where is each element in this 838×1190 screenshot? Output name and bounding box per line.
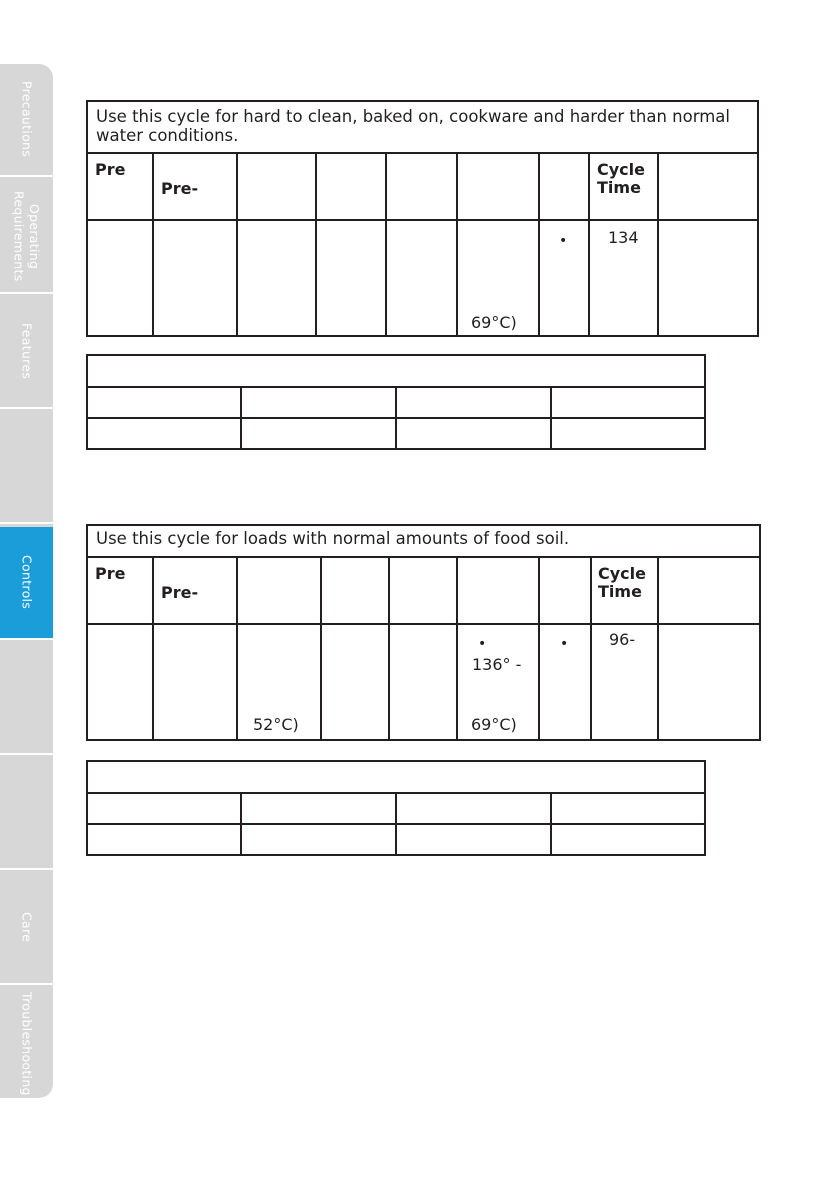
tab-features[interactable]: [0, 296, 53, 409]
header-cell: [87, 153, 153, 220]
data-cell: [87, 220, 153, 336]
data-cell: [316, 220, 386, 336]
tab-controls-label: Controls: [19, 555, 35, 610]
option-cell: [241, 793, 396, 824]
option-cell: [551, 418, 705, 449]
option-cell: [87, 824, 241, 855]
option-cell: [551, 387, 705, 418]
data-cell: [591, 624, 658, 740]
data-cell: [237, 220, 316, 336]
bullet-mark: •: [559, 232, 568, 249]
header-cell: [316, 153, 386, 220]
header-cell: [658, 557, 760, 624]
header-pre: Pre: [95, 564, 126, 583]
cycle-description: Use this cycle for hard to clean, baked on, cookware and harder than normal water conditions.: [87, 101, 758, 153]
tab-features-label: Features: [19, 323, 35, 380]
tab-care-label: Care: [19, 912, 35, 943]
option-cell: [87, 793, 241, 824]
section-sidebar: [0, 64, 53, 1098]
tab-controls[interactable]: [0, 527, 53, 640]
option-cell: [87, 387, 241, 418]
temperature-high-value: 69°C): [471, 715, 517, 734]
cycle-time-value: 134: [608, 227, 639, 247]
header-cell: [237, 153, 316, 220]
header-cycle-time: Cycle Time: [598, 564, 646, 602]
tab-blank-1[interactable]: [0, 411, 53, 524]
header-cell: [87, 557, 153, 624]
header-cell: [153, 557, 237, 624]
header-cell: [389, 557, 457, 624]
header-cell: [457, 153, 539, 220]
tab-blank-2[interactable]: [0, 642, 53, 755]
option-cell: [396, 793, 551, 824]
option-cell: [241, 418, 396, 449]
cycle-table-1: [86, 100, 759, 337]
cycle-description: Use this cycle for loads with normal amounts of food soil.: [87, 525, 760, 557]
data-cell: [457, 220, 539, 336]
option-table-header: [87, 761, 705, 793]
tab-troubleshooting[interactable]: [0, 987, 53, 1098]
tab-blank-3[interactable]: [0, 757, 53, 870]
option-table-1: [86, 354, 706, 450]
data-cell: [658, 624, 760, 740]
option-cell: [396, 418, 551, 449]
header-cycle-time: Cycle Time: [597, 159, 645, 198]
header-cell: [237, 557, 321, 624]
header-cell: [539, 153, 589, 220]
header-cell: [321, 557, 389, 624]
header-cell: [589, 153, 658, 220]
data-cell: [153, 220, 237, 336]
data-cell: [321, 624, 389, 740]
option-cell: [396, 824, 551, 855]
option-cell: [241, 387, 396, 418]
data-cell: [539, 220, 589, 336]
data-cell: [457, 624, 539, 740]
option-cell: [87, 418, 241, 449]
tab-precautions-label: Precautions: [19, 81, 35, 158]
option-cell: [241, 824, 396, 855]
header-cell: [591, 557, 658, 624]
header-cell: [539, 557, 591, 624]
header-cell: [658, 153, 758, 220]
option-cell: [396, 387, 551, 418]
option-table-header: [87, 355, 705, 387]
bullet-mark: •: [478, 636, 487, 652]
temperature-low-value: 52°C): [253, 715, 299, 734]
data-cell: [87, 624, 153, 740]
cycle-table-2: [86, 524, 761, 741]
data-cell: [658, 220, 758, 336]
data-cell: [237, 624, 321, 740]
tab-troubleshooting-label: Troubleshooting: [19, 991, 35, 1096]
tab-operating-requirements[interactable]: [0, 181, 53, 294]
data-cell: [153, 624, 237, 740]
option-cell: [551, 824, 705, 855]
option-cell: [551, 793, 705, 824]
data-cell: [589, 220, 658, 336]
header-pre-wash: Pre-: [161, 583, 199, 602]
cycle-time-value: 96-: [609, 630, 636, 649]
data-cell: [539, 624, 591, 740]
option-table-2: [86, 760, 706, 856]
header-cell: [153, 153, 237, 220]
header-pre-wash: Pre-: [161, 178, 199, 198]
data-cell: [389, 624, 457, 740]
temperature-value: 69°C): [471, 312, 517, 332]
tab-operating-requirements-label: Operating Requirements: [11, 191, 43, 282]
temperature-range-value: 136° -: [472, 655, 522, 674]
tab-care[interactable]: [0, 872, 53, 985]
header-cell: [386, 153, 457, 220]
bullet-mark: •: [560, 636, 569, 652]
header-cell: [457, 557, 539, 624]
tab-precautions[interactable]: [0, 64, 53, 177]
header-pre: Pre: [95, 159, 126, 179]
data-cell: [386, 220, 457, 336]
